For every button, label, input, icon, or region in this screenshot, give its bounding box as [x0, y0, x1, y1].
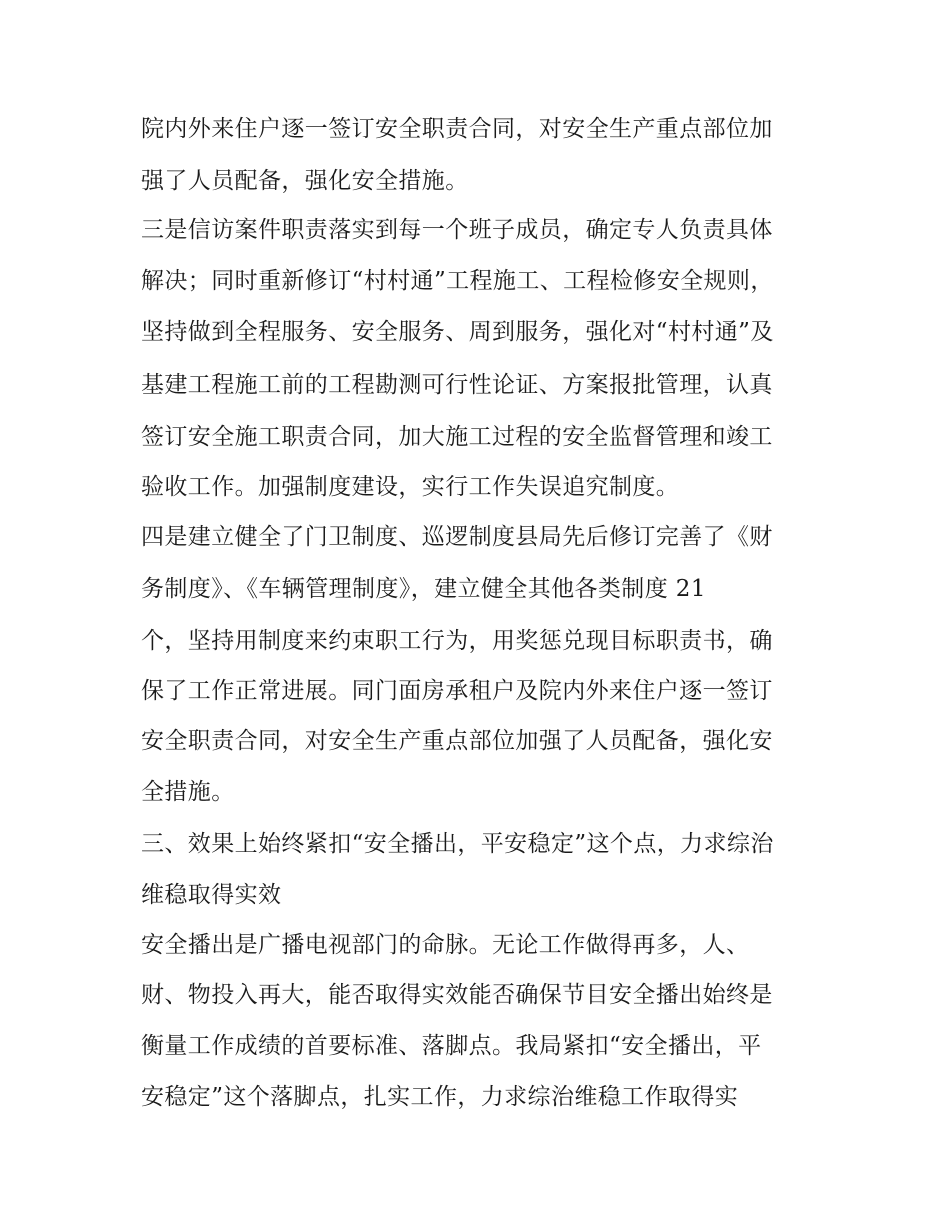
text-line: 个，坚持用制度来约束职工行为，用奖惩兑现目标职责书，确 [141, 628, 773, 654]
text-line: 务制度》、《车辆管理制度》，建立健全其他各类制度 21 [141, 576, 706, 602]
text-line: 财、物投入再大，能否取得实效能否确保节目安全播出始终是 [141, 982, 773, 1008]
text-line: 安全职责合同，对安全生产重点部位加强了人员配备，强化安 [141, 728, 773, 754]
text-line: 安全播出是广播电视部门的命脉。无论工作做得再多，人、 [141, 932, 750, 958]
text-line: 三、效果上始终紧扣“安全播出，平安稳定”这个点，力求综治 [141, 831, 774, 857]
text-line: 院内外来住户逐一签订安全职责合同，对安全生产重点部位加 [141, 116, 773, 142]
text-line: 全措施。 [141, 779, 235, 805]
text-line: 验收工作。加强制度建设，实行工作失误追究制度。 [141, 474, 680, 500]
text-line: 安稳定”这个落脚点，扎实工作，力求综治维稳工作取得实 [141, 1084, 739, 1110]
text-line: 强了人员配备，强化安全措施。 [141, 168, 469, 194]
text-line: 坚持做到全程服务、安全服务、周到服务，强化对“村村通”及 [141, 319, 774, 345]
text-line: 保了工作正常进展。同门面房承租户及院内外来住户逐一签订 [141, 678, 773, 704]
text-line: 四是建立健全了门卫制度、巡逻制度县局先后修订完善了《财 [141, 524, 773, 550]
text-line: 签订安全施工职责合同，加大施工过程的安全监督管理和竣工 [141, 424, 773, 450]
text-line: 维稳取得实效 [141, 882, 282, 908]
text-line: 三是信访案件职责落实到每一个班子成员，确定专人负责具体 [141, 217, 773, 243]
text-line: 衡量工作成绩的首要标准、落脚点。我局紧扣“安全播出，平 [141, 1033, 762, 1059]
text-line: 解决；同时重新修订“村村通”工程施工、工程检修安全规则， [141, 268, 774, 294]
text-line: 基建工程施工前的工程勘测可行性论证、方案报批管理，认真 [141, 372, 773, 398]
